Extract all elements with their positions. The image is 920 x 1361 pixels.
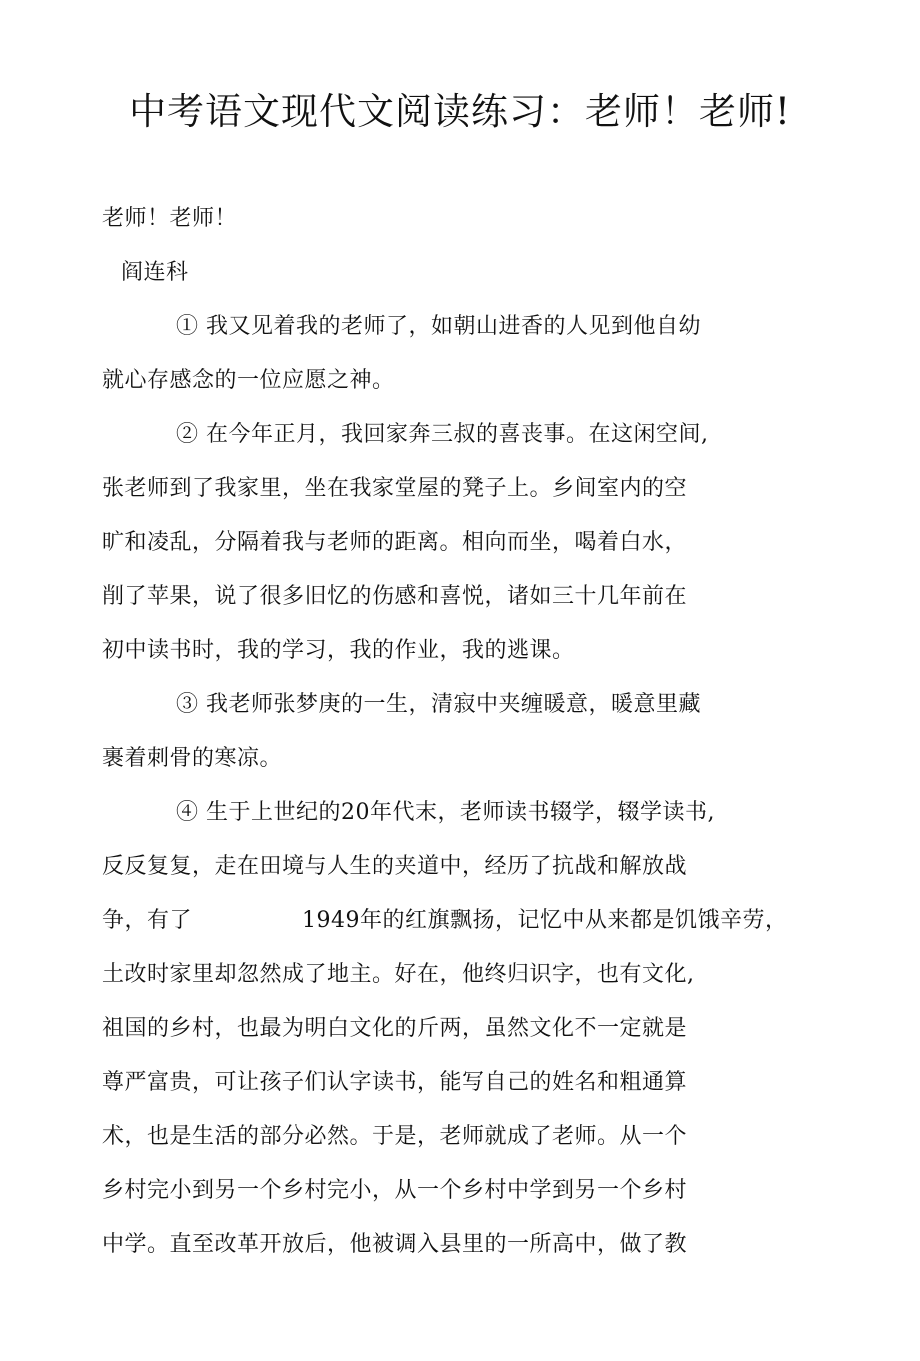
- paragraph-4-line-9: 中学。直至改革开放后，他被调入县里的一所高中，做了教: [102, 1232, 688, 1257]
- paragraph-4-line-3-start: 争，有了: [102, 908, 193, 933]
- paragraph-4-line-7: 术，也是生活的部分必然。于是，老师就成了老师。从一个: [102, 1124, 688, 1149]
- paragraph-4-line-5: 祖国的乡村，也最为明白文化的斤两，虽然文化不一定就是: [102, 1016, 688, 1041]
- article-title: 老师！老师！: [102, 206, 238, 231]
- paragraph-2-line-4: 削了苹果，说了很多旧忆的伤感和喜悦，诸如三十几年前在: [102, 584, 688, 609]
- paragraph-2-line-2: 张老师到了我家里，坐在我家堂屋的凳子上。乡间室内的空: [102, 476, 688, 501]
- paragraph-2-line-1: ② 在今年正月，我回家奔三叔的喜丧事。在这闲空间,: [176, 422, 709, 447]
- paragraph-1-line-1: ① 我又见着我的老师了，如朝山进香的人见到他自幼: [176, 314, 701, 339]
- paragraph-4-line-1: ④ 生于上世纪的20年代末，老师读书辍学，辍学读书,: [176, 800, 715, 825]
- paragraph-1-line-2: 就心存感念的一位应愿之神。: [102, 368, 395, 393]
- paragraph-2-line-3: 旷和凌乱，分隔着我与老师的距离。相向而坐，喝着白水，: [102, 530, 688, 555]
- paragraph-4-line-2: 反反复复，走在田境与人生的夹道中，经历了抗战和解放战: [102, 854, 688, 879]
- paragraph-4-line-3: [102, 906, 788, 936]
- paragraph-3-line-2: 裹着刺骨的寒凉。: [102, 746, 283, 771]
- paragraph-4-line-4: 土改时家里却忽然成了地主。好在，他终归识字，也有文化,: [102, 962, 695, 987]
- document-title: 中考语文现代文阅读练习：老师！老师!: [129, 90, 791, 133]
- article-author: 阎连科: [121, 260, 189, 285]
- paragraph-4-line-3-end: 1949年的红旗飘扬，记忆中从来都是饥饿辛劳，: [302, 908, 788, 933]
- paragraph-2-line-5: 初中读书时，我的学习，我的作业，我的逃课。: [102, 638, 575, 663]
- paragraph-3-line-1: ③ 我老师张梦庚的一生，清寂中夹缠暖意，暖意里藏: [176, 692, 701, 717]
- paragraph-4-line-6: 尊严富贵，可让孩子们认字读书，能写自己的姓名和粗通算: [102, 1070, 688, 1095]
- paragraph-4-line-8: 乡村完小到另一个乡村完小，从一个乡村中学到另一个乡村: [102, 1178, 688, 1203]
